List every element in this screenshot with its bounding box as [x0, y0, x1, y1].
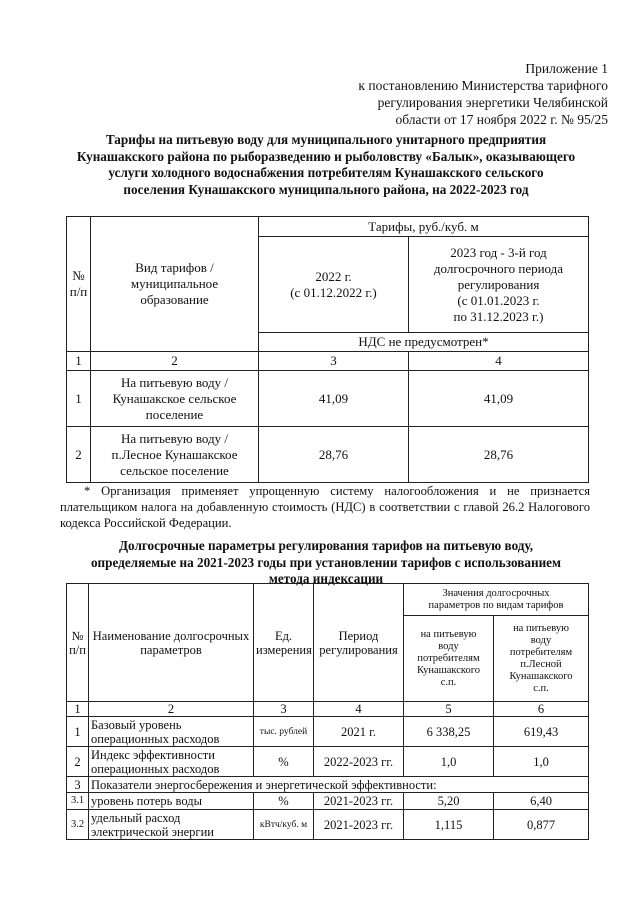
- col-number: 3: [259, 352, 409, 371]
- row-name: уровень потерь воды: [89, 793, 254, 810]
- col-number: 1: [67, 352, 91, 371]
- col-number: 4: [314, 702, 404, 717]
- col-number: 6: [494, 702, 589, 717]
- col-number: 3: [254, 702, 314, 717]
- row-value-2023: 28,76: [409, 427, 589, 483]
- table-row: [67, 810, 589, 840]
- row-value-2023: 41,09: [409, 371, 589, 427]
- header-no: № п/п: [67, 217, 91, 352]
- table-row: [67, 427, 589, 483]
- row-period: 2021 г.: [314, 717, 404, 747]
- col-number: 5: [404, 702, 494, 717]
- row-period: 2022-2023 гг.: [314, 747, 404, 777]
- table-row: [67, 747, 589, 777]
- long-term-parameters-table: [66, 583, 589, 840]
- row-unit: кВтч/куб. м: [254, 810, 314, 840]
- row-period: 2021-2023 гг.: [314, 810, 404, 840]
- appendix-line: Приложение 1: [525, 61, 608, 76]
- table-row: [67, 717, 589, 747]
- header-sub-kunashak: на питьевую воду потребителям Кунашакского с.п.: [404, 616, 494, 702]
- col-number: 2: [89, 702, 254, 717]
- row-value-lesnoy: 6,40: [494, 793, 589, 810]
- header-unit: Ед. измерения: [254, 584, 314, 702]
- header-period-2023: 2023 год - 3-й год долгосрочного периода регулирования (с 01.01.2023 г. по 31.12.2023 г.): [409, 237, 589, 333]
- tariffs-table: [66, 216, 589, 483]
- col-number: 1: [67, 702, 89, 717]
- title-line: Долгосрочные параметры регулирования тарифов на питьевую воду,: [118, 538, 534, 553]
- table-row: [67, 793, 589, 810]
- table2-title: [56, 538, 596, 588]
- row-period: 2021-2023 гг.: [314, 793, 404, 810]
- row-unit: тыс. рублей: [254, 717, 314, 747]
- row-value-2022: 41,09: [259, 371, 409, 427]
- header-period: Период регулирования: [314, 584, 404, 702]
- title-line: определяемые на 2021-2023 годы при установлении тарифов с использованием: [90, 554, 562, 570]
- header-values: Значения долгосрочных параметров по видам тарифов: [404, 584, 589, 616]
- row-no: 1: [67, 371, 91, 427]
- table-row: [67, 371, 589, 427]
- row-no: 2: [67, 427, 91, 483]
- row-kind: На питьевую воду / п.Лесное Кунашакское сельское поселение: [91, 427, 259, 483]
- appendix-line: регулирования энергетики Челябинской: [377, 95, 608, 110]
- row-value-kunashak: 1,115: [404, 810, 494, 840]
- title-line: Кунашакского района по рыборазведению и рыболовству «Балык», оказывающего: [76, 148, 576, 164]
- header-no: № п/п: [67, 584, 89, 702]
- row-name: Базовый уровень операционных расходов: [89, 717, 254, 747]
- row-kind: На питьевую воду / Кунашакское сельское поселение: [91, 371, 259, 427]
- header-name: Наименование долгосрочных параметров: [89, 584, 254, 702]
- col-number: 4: [409, 352, 589, 371]
- row-value-2022: 28,76: [259, 427, 409, 483]
- title-line: услуги холодного водоснабжения потребителям Кунашакского сельского: [108, 165, 544, 180]
- col-number: 2: [91, 352, 259, 371]
- footnote: * Организация применяет упрощенную систему налогообложения и не признается плательщиком налога на добавленную стоимость (НДС) в соответствии с главой 26.2 Налогового кодекса Российской Федерации.: [60, 484, 590, 530]
- header-sub-lesnoy: на питьевую воду потребителям п.Лесной Кунашакского с.п.: [494, 616, 589, 702]
- title-line: Тарифы на питьевую воду для муниципального унитарного предприятия: [105, 132, 547, 147]
- row-no: 3.1: [67, 793, 89, 810]
- row-no: 3.2: [67, 810, 89, 840]
- row-unit: %: [254, 793, 314, 810]
- title-line: метода индексации: [268, 571, 384, 586]
- row-no: 1: [67, 717, 89, 747]
- header-vat: НДС не предусмотрен*: [259, 333, 589, 352]
- title-line: поселения Кунашакского муниципального района, на 2022-2023 год: [123, 181, 529, 197]
- row-name: удельный расход электрической энергии: [89, 810, 254, 840]
- appendix-header: [320, 60, 608, 128]
- table-section-row: [67, 777, 589, 793]
- header-kind: Вид тарифов / муниципальное образование: [91, 217, 259, 352]
- row-unit: %: [254, 747, 314, 777]
- appendix-line: области от 17 ноября 2022 г. № 95/25: [395, 112, 608, 127]
- row-value-lesnoy: 1,0: [494, 747, 589, 777]
- row-value-kunashak: 6 338,25: [404, 717, 494, 747]
- row-no: 3: [67, 777, 89, 793]
- appendix-line: к постановлению Министерства тарифного: [358, 78, 608, 93]
- row-no: 2: [67, 747, 89, 777]
- row-value-kunashak: 1,0: [404, 747, 494, 777]
- row-name: Индекс эффективности операционных расходов: [89, 747, 254, 777]
- header-tariffs: Тарифы, руб./куб. м: [259, 217, 589, 237]
- table1-title: [56, 132, 596, 198]
- row-value-lesnoy: 0,877: [494, 810, 589, 840]
- row-value-kunashak: 5,20: [404, 793, 494, 810]
- row-value-lesnoy: 619,43: [494, 717, 589, 747]
- header-period-2022: 2022 г. (с 01.12.2022 г.): [259, 237, 409, 333]
- section-title: Показатели энергосбережения и энергетической эффективности:: [89, 777, 589, 793]
